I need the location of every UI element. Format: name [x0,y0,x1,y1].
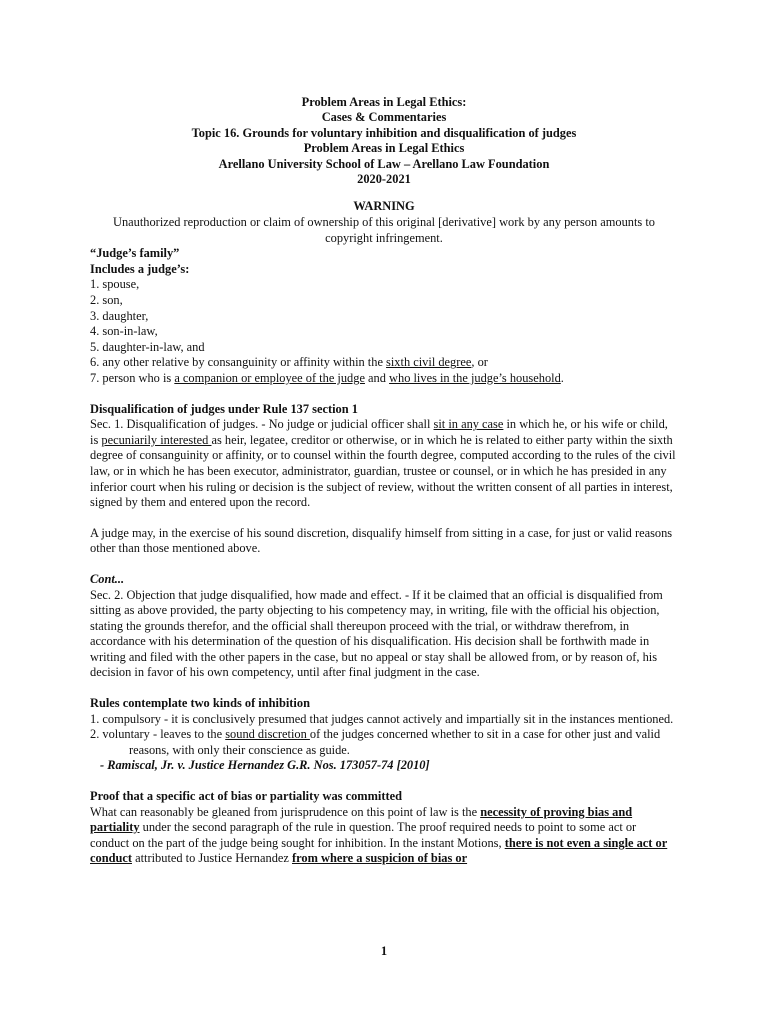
warning-text: Unauthorized reproduction or claim of ownership of this original [derivative] work by any person amounts to copyright infringement. [113,215,655,245]
case-citation: - Ramiscal, Jr. v. Justice Hernandez G.R. Nos. 173057-74 [2010] [100,758,430,773]
header-title: Problem Areas in Legal Ethics: [301,95,467,109]
underlined-phrase: sit in any case [433,417,504,432]
list-item: 5. daughter-in-law, and [90,339,205,354]
header-school: Arellano University School of Law – Arellano Law Foundation [218,156,550,171]
warning-title: WARNING [353,199,415,214]
list-item: 1. compulsory - it is conclusively presumed that judges cannot actively and impartially sit in the instances mentioned. [90,711,674,726]
proof-paragraph: What can reasonably be gleaned from jurisprudence on this point of law is the necessity of proving bias and partiality under the second paragraph of the rule in question. The proof required needs to point to some act or conduct on the part of the judge being sought for inhibition. In the instant Motions, there is not even a single act or conduct attributed to Justice Hernandez from where a suspicion of bias or [90,804,668,866]
underlined-phrase: there is not even a single act or conduct [90,835,668,866]
list-item: 2. voluntary - leaves to the sound discretion of the judges concerned whether to sit in a case for other just and valid reasons, with only their conscience as guide. [90,727,661,757]
document-page [90,95,678,867]
underlined-phrase: sound discretion [225,727,310,742]
list-item: 1. spouse, [90,277,140,292]
header-course: Problem Areas in Legal Ethics [303,141,465,156]
list-item: 3. daughter, [90,308,149,323]
rule137-paragraph2: A judge may, in the exercise of his sound discretion, disqualify himself from sitting in a case, for just or valid reasons other than those mentioned above. [90,525,673,556]
family-intro: Includes a judge’s: [90,261,190,276]
section2-text: Sec. 2. Objection that judge disqualified, how made and effect. - If it be claimed that an official is disqualified from sitting as above provided, the party objecting to his competency may, in writing, file with the official his objection, stating the grounds therefor, and the official shall thereupon proceed with the trial, or withdraw therefrom, in accordance with his determination of the question of his disqualification. His decision shall be forthwith made in writing and filed with the other papers in the case, but no appeal or stay shall be allowed from, or by reason of, his decision in favor of his own competency, until after final judgment in the case. [90,587,663,680]
header-subtitle: Cases & Commentaries [321,110,447,125]
header-topic: Topic 16. Grounds for voluntary inhibition and disqualification of judges [191,125,577,140]
list-item: 2. son, [90,293,123,307]
underlined-phrase: pecuniarily interested [101,432,212,447]
family-heading: “Judge’s family” [90,246,180,261]
page-number: 1 [380,944,388,958]
underlined-phrase: from where a suspicion of bias or [292,851,468,866]
list-item: 4. son-in-law, [90,324,158,339]
proof-heading: Proof that a specific act of bias or partiality was committed [90,789,403,804]
header-year: 2020-2021 [357,172,411,187]
cont-heading: Cont... [90,571,125,586]
rule137-heading: Disqualification of judges under Rule 137 section 1 [90,401,358,416]
document-header [90,95,678,187]
underlined-phrase: who lives in the judge’s household [389,370,561,385]
underlined-phrase: a companion or employee of the judge [174,370,365,385]
list-item: 6. any other relative by consanguinity or affinity within the sixth civil degree, or [90,355,488,370]
list-item: 7. person who is a companion or employee of the judge and who lives in the judge’s household. [90,370,564,385]
underlined-phrase: necessity of proving bias and partiality [90,804,633,835]
rule137-section1: Sec. 1. Disqualification of judges. - No judge or judicial officer shall sit in any case in which he, or his wife or child, is pecuniarily interested as heir, legatee, creditor or otherwise, or in which he is related to either party within the sixth degree of consanguinity or affinity, or to counsel within the fourth degree, computed according to the rules of the civil law, or in which he has been executor, administrator, guardian, trustee or counsel, or in which he has presided in any inferior court when his ruling or decision is the subject of review, without the written consent of all parties in interest, signed by them and entered upon the record. [90,417,676,510]
inhibition-heading: Rules contemplate two kinds of inhibition [90,696,310,711]
underlined-phrase: sixth civil degree [386,355,472,370]
family-list [90,277,678,386]
